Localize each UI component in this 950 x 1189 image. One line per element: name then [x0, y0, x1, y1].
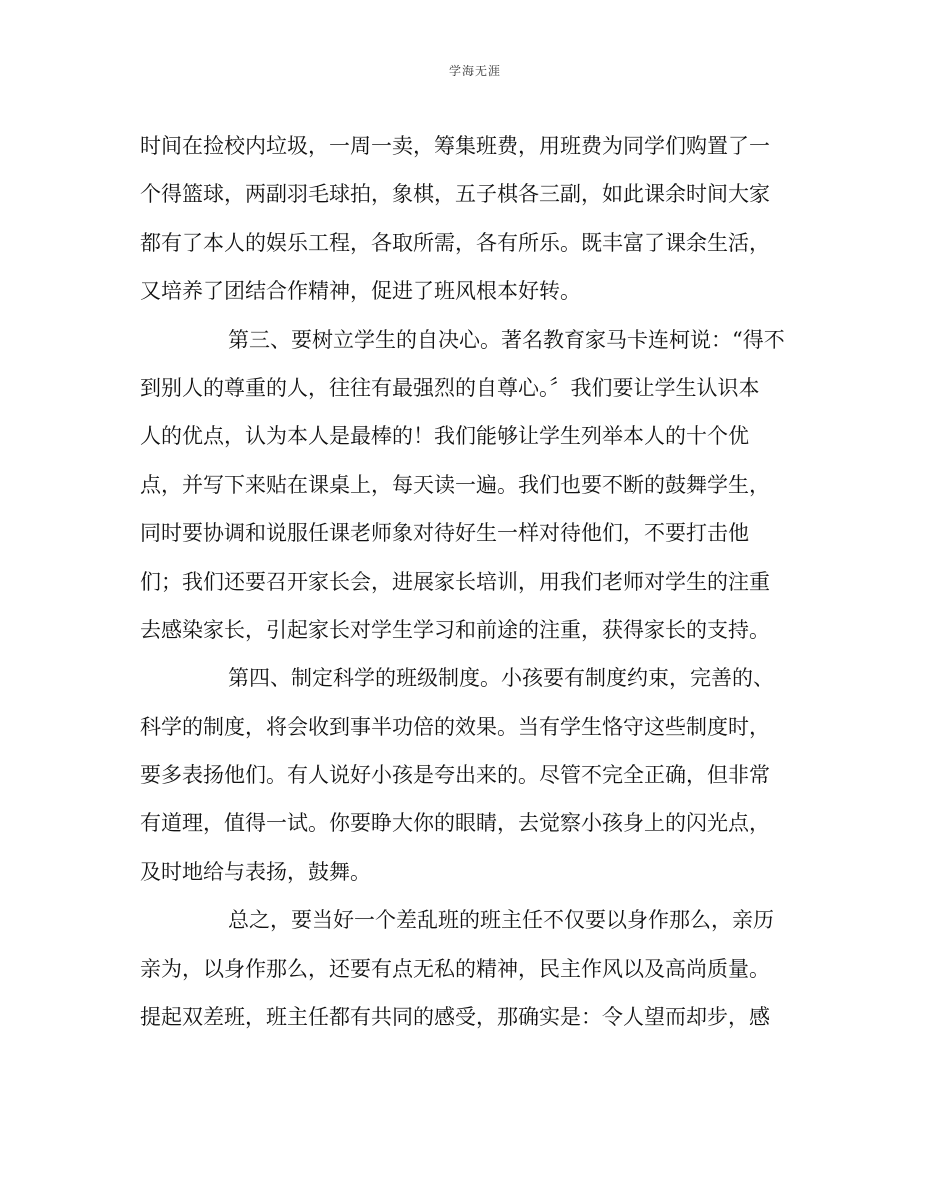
text-line: 亲为，以身作那么，还要有点无私的精神，民主作风以及高尚质量。: [140, 956, 770, 981]
text-line: 及时地给与表扬，鼓舞。: [140, 859, 371, 884]
text-line: 人的优点，认为本人是最棒的！我们能够让学生列举本人的十个优: [140, 424, 749, 449]
text-line: 们；我们还要召开家长会，进展家长培训，用我们老师对学生的注重: [140, 569, 770, 594]
text-line: 科学的制度，将会收到事半功倍的效果。当有学生恪守这些制度时，: [140, 714, 770, 739]
paragraph-first-line: 第三、要树立学生的自决心。著名教育家马卡连柯说：“得不: [228, 327, 785, 352]
text-line: 提起双差班，班主任都有共同的感受，那确实是：令人望而却步，感: [140, 1005, 770, 1030]
text-line: 有道理，值得一试。你要睁大你的眼睛，去觉察小孩身上的闪光点，: [140, 811, 770, 836]
text-line: 都有了本人的娱乐工程，各取所需，各有所乐。既丰富了课余生活，: [140, 230, 770, 255]
text-line: 同时要协调和说服任课老师象对待好生一样对待他们，不要打击他: [140, 521, 749, 546]
text-line: 去感染家长，引起家长对学生学习和前途的注重，获得家长的支持。: [140, 617, 770, 642]
paragraph-first-line: 总之，要当好一个差乱班的班主任不仅要以身作那么，亲历: [228, 908, 774, 933]
text-line: 到别人的尊重的人，往往有最强烈的自尊心。〞我们要让学生认识本: [140, 375, 760, 400]
text-line: 又培养了团结合作精神，促进了班风根本好转。: [140, 279, 581, 304]
text-line: 个得篮球，两副羽毛球拍，象棋，五子棋各三副，如此课余时间大家: [140, 182, 770, 207]
body-text: [140, 122, 812, 1041]
text-line: 时间在捡校内垃圾，一周一卖，筹集班费，用班费为同学们购置了一: [140, 134, 770, 158]
page-header: 学海无涯: [448, 64, 501, 78]
text-line: 点，并写下来贴在课桌上，每天读一遍。我们也要不断的鼓舞学生，: [140, 472, 770, 497]
paragraph-first-line: 第四、制定科学的班级制度。小孩要有制度约束，完善的、: [228, 666, 774, 691]
text-line: 要多表扬他们。有人说好小孩是夸出来的。尽管不完全正确，但非常: [140, 763, 770, 788]
